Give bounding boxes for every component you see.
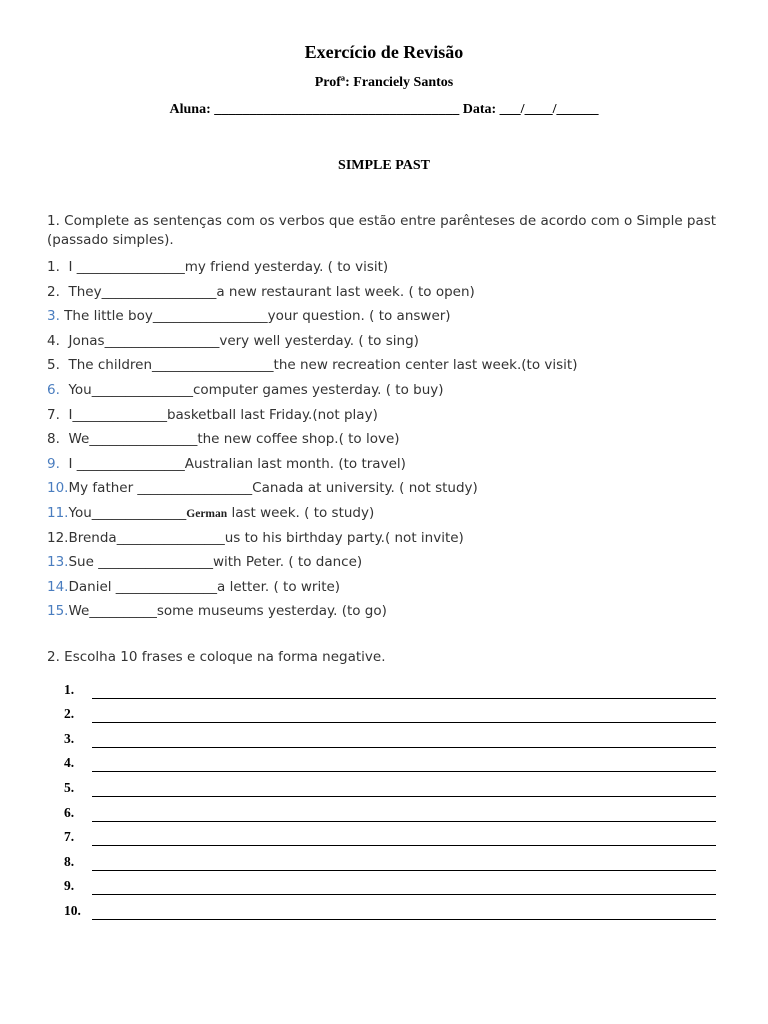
item-number: 15. [47, 603, 69, 620]
answer-line-number: 7. [64, 829, 75, 845]
exercise-1-list [47, 257, 727, 626]
answer-line [64, 822, 724, 847]
answer-line [64, 871, 724, 896]
exercise-item [47, 478, 727, 503]
answer-line [64, 723, 724, 748]
answer-blank[interactable] [92, 827, 716, 846]
answer-line [64, 797, 724, 822]
item-number: 7. [47, 406, 60, 423]
handwritten-answer: German [186, 507, 228, 520]
item-number: 13. [47, 554, 69, 571]
item-number: 5. [47, 357, 60, 374]
answer-line-number: 1. [64, 681, 75, 697]
item-number: 10. [47, 480, 69, 497]
exercise-item [47, 282, 727, 307]
answer-blank[interactable] [92, 876, 716, 895]
exercise-item [47, 355, 727, 380]
item-number: 6. [47, 381, 60, 398]
item-text: The children__________________the new recreation center last week.(to visit) [59, 357, 578, 374]
exercise-item [47, 306, 727, 331]
item-number: 2. [47, 283, 60, 300]
answer-line-number: 10. [64, 902, 81, 918]
item-text: We__________some museums yesterday. (to go) [68, 603, 387, 620]
item-number: 14. [47, 578, 69, 595]
item-text: You_______________computer games yesterday. ( to buy) [59, 381, 444, 398]
item-text: I ________________my friend yesterday. ( to visit) [59, 259, 389, 275]
item-text-after: last week. ( to study) [227, 504, 375, 521]
answer-line-number: 3. [64, 730, 75, 746]
answer-line [64, 748, 724, 773]
item-number: 9. [47, 455, 60, 472]
exercise-item [47, 577, 727, 602]
item-text: I ________________Australian last month. (to travel) [59, 455, 406, 472]
item-text: Sue _________________with Peter. ( to dance) [68, 554, 363, 571]
exercise-item [47, 380, 727, 405]
item-number: 12. [47, 529, 69, 546]
page-title: Exercício de Revisão [304, 42, 464, 62]
exercise-item [47, 503, 727, 528]
exercise-item [47, 552, 727, 577]
answer-blank[interactable] [92, 901, 716, 920]
exercise-2-instruction: 2. Escolha 10 frases e coloque na forma negative. [47, 649, 386, 665]
answer-blank[interactable] [92, 852, 716, 871]
answer-line-number: 8. [64, 853, 75, 869]
student-date-line: Aluna: ___________________________________ Data: ___/____/______ [169, 102, 599, 117]
exercise-item [47, 331, 727, 356]
answer-blank[interactable] [92, 753, 716, 772]
answer-blank[interactable] [92, 729, 716, 748]
answer-line [64, 772, 724, 797]
answer-line [64, 699, 724, 724]
answer-line-number: 6. [64, 804, 75, 820]
teacher-name: Profª: Franciely Santos [314, 75, 454, 90]
item-text: Daniel _______________a letter. ( to write) [68, 578, 341, 595]
exercise-item [47, 528, 727, 553]
answer-line [64, 674, 724, 699]
section-subject: SIMPLE PAST [338, 158, 430, 173]
item-text: My father _________________Canada at university. ( not study) [68, 480, 478, 497]
answer-line [64, 846, 724, 871]
item-text: We________________the new coffee shop.( to love) [59, 431, 400, 448]
answer-blank[interactable] [92, 680, 716, 699]
item-text: They_________________a new restaurant last week. ( to open) [59, 283, 475, 300]
exercise-item [47, 454, 727, 479]
item-text: Jonas_________________very well yesterday. ( to sing) [59, 332, 419, 349]
answer-line-number: 2. [64, 706, 75, 722]
item-text: I______________basketball last Friday.(not play) [59, 406, 378, 423]
item-number: 4. [47, 332, 60, 349]
item-number: 3. [47, 308, 60, 325]
answer-line-number: 5. [64, 779, 75, 795]
item-text: You______________ [68, 504, 187, 521]
item-text: Brenda________________us to his birthday party.( not invite) [68, 529, 464, 546]
answer-line-number: 9. [64, 878, 75, 894]
exercise-item [47, 405, 727, 430]
exercise-1-instruction: 1. Complete as sentenças com os verbos que estão entre parênteses de acordo com o Simple past (passado simples). [47, 213, 717, 248]
answer-line-number: 4. [64, 755, 75, 771]
answer-blank[interactable] [92, 803, 716, 822]
exercise-item [47, 257, 727, 282]
item-number: 11. [47, 504, 69, 521]
item-text: The little boy_________________your question. ( to answer) [59, 308, 451, 325]
exercise-2-answer-lines [64, 674, 724, 920]
answer-blank[interactable] [92, 704, 716, 723]
answer-line [64, 895, 724, 920]
answer-blank[interactable] [92, 778, 716, 797]
item-number: 1. [47, 259, 60, 275]
item-number: 8. [47, 431, 60, 448]
exercise-item [47, 601, 727, 626]
exercise-item [47, 429, 727, 454]
